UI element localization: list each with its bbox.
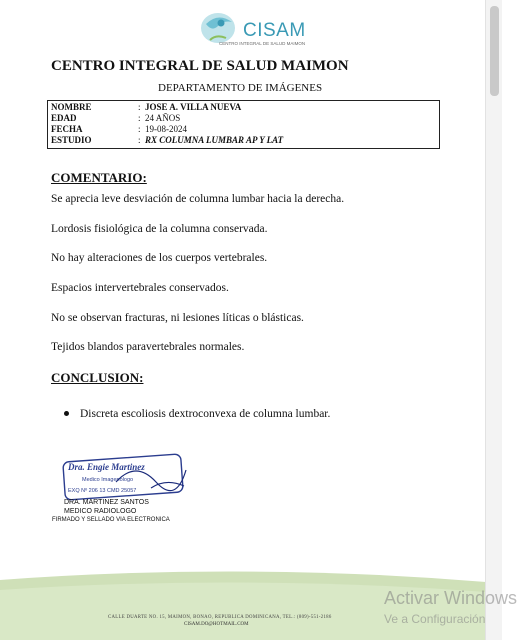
comment-line: Se aprecia leve desviación de columna lumbar hacia la derecha.	[51, 193, 345, 205]
comment-line: No se observan fracturas, ni lesiones líticas o blásticas.	[51, 312, 304, 324]
footer-email: CISAM.DO@HOTMAIL.COM	[184, 622, 249, 627]
comment-line: Tejidos blandos paravertebrales normales.	[51, 341, 245, 353]
patient-info-box	[47, 100, 440, 149]
name-value: JOSE A. VILLA NUEVA	[145, 102, 242, 112]
age-colon: :	[138, 113, 141, 123]
patient-row-date	[51, 124, 436, 135]
comment-heading: COMENTARIO:	[51, 170, 147, 185]
conclusion-heading: CONCLUSION:	[51, 370, 144, 385]
name-colon: :	[138, 102, 141, 112]
activation-watermark-subtitle: Ve a Configuración	[384, 612, 486, 626]
doctor-name: DRA. MARTINEZ SANTOS	[64, 499, 149, 506]
signature-stamp-icon	[56, 452, 196, 500]
study-value: RX COLUMNA LUMBAR AP Y LAT	[145, 135, 284, 145]
page-title: CENTRO INTEGRAL DE SALUD MAIMON	[51, 58, 349, 74]
date-label: FECHA	[51, 124, 83, 134]
patient-row-age	[51, 113, 436, 124]
scrollbar-thumb[interactable]	[490, 6, 499, 96]
stamp-role: Medico Imagenologo	[82, 477, 134, 483]
vertical-scrollbar[interactable]	[485, 0, 502, 640]
date-colon: :	[138, 124, 141, 134]
patient-row-name	[51, 102, 436, 113]
conclusion-item: Discreta escoliosis dextroconvexa de columna lumbar.	[80, 408, 331, 420]
age-value: 24 AÑOS	[145, 113, 181, 123]
comment-line: Lordosis fisiológica de la columna conservada.	[51, 223, 268, 235]
date-value: 19-08-2024	[145, 124, 187, 134]
logo-text: CISAM	[243, 20, 306, 41]
stamp-name: Dra. Engie Martinez	[68, 462, 145, 472]
department-title: DEPARTAMENTO DE IMÁGENES	[158, 82, 323, 94]
comment-line: No hay alteraciones de los cuerpos vertebrales.	[51, 252, 268, 264]
footer-address: CALLE DUARTE NO. 15, MAIMON, BONAO, REPUBLICA DOMINICANA, TEL.: (809)-551-2186	[108, 615, 332, 620]
patient-row-study	[51, 135, 436, 146]
signature-note: FIRMADO Y SELLADO VIA ELECTRONICA	[52, 517, 170, 523]
age-label: EDAD	[51, 113, 77, 123]
comment-line: Espacios intervertebrales conservados.	[51, 282, 229, 294]
study-colon: :	[138, 135, 141, 145]
bullet-icon	[64, 411, 69, 416]
doctor-title: MEDICO RADIOLOGO	[64, 508, 137, 515]
logo-subtitle: CENTRO INTEGRAL DE SALUD MAIMON	[219, 41, 306, 46]
stamp-exeq: EXQ Nº 206 13 CMD 25057	[68, 488, 137, 494]
doctor-block	[64, 498, 149, 516]
activation-watermark-title: Activar Windows	[384, 588, 517, 608]
study-label: ESTUDIO	[51, 135, 92, 145]
name-label: NOMBRE	[51, 102, 92, 112]
